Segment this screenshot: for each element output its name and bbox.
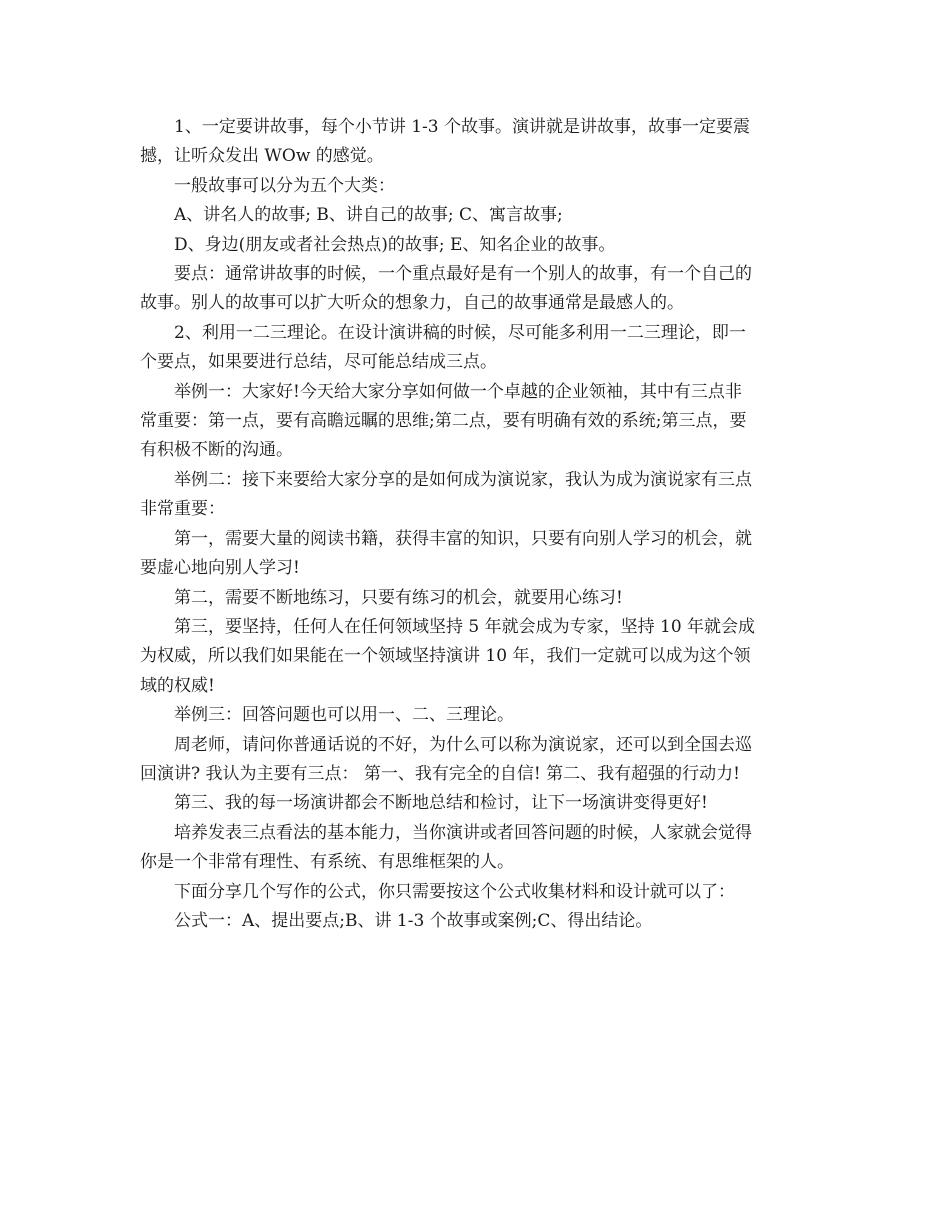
- text-line: 一般故事可以分为五个大类：: [174, 175, 395, 196]
- text-line: 第二，需要不断地练习，只要有练习的机会，就要用心练习!: [174, 587, 623, 608]
- text-line: 非常重要：: [140, 499, 225, 520]
- text-line: 第三、我的每一场演讲都会不断地总结和检讨，让下一场演讲变得更好!: [174, 793, 708, 814]
- text-line: 举例二：接下来要给大家分享的是如何成为演说家，我认为成为演说家有三点: [174, 469, 752, 490]
- text-line: 为权威，所以我们如果能在一个领域坚持演讲 10 年，我们一定就可以成为这个领: [140, 646, 751, 667]
- text-line: 举例一：大家好!今天给大家分享如何做一个卓越的企业领袖，其中有三点非: [174, 381, 742, 402]
- text-line: 下面分享几个写作的公式，你只需要按这个公式收集材料和设计就可以了：: [174, 881, 735, 902]
- text-line: A、讲名人的故事; B、讲自己的故事; C、寓言故事;: [174, 205, 563, 226]
- text-line: 1、一定要讲故事，每个小节讲 1-3 个故事。演讲就是讲故事，故事一定要震: [174, 117, 750, 137]
- text-line: 第一，需要大量的阅读书籍，获得丰富的知识，只要有向别人学习的机会，就: [174, 528, 752, 549]
- text-line: 有积极不断的沟通。: [140, 440, 293, 461]
- text-line: 要点：通常讲故事的时候，一个重点最好是有一个别人的故事，有一个自己的: [174, 264, 752, 285]
- text-line: 域的权威!: [140, 675, 215, 696]
- text-line: 举例三：回答问题也可以用一、二、三理论。: [174, 705, 514, 726]
- document-body: [140, 113, 812, 936]
- text-line: 故事。别人的故事可以扩大听众的想象力，自己的故事通常是最感人的。: [140, 293, 684, 314]
- text-line: 你是一个非常有理性、有系统、有思维框架的人。: [140, 852, 514, 873]
- text-line: 常重要：第一点，要有高瞻远瞩的思维;第二点，要有明确有效的系统;第三点，要: [140, 411, 747, 432]
- text-line: 撼，让听众发出 WOw 的感觉。: [140, 146, 384, 167]
- text-line: 周老师，请问你普通话说的不好，为什么可以称为演说家，还可以到全国去巡: [174, 734, 752, 755]
- text-line: 回演讲? 我认为主要有三点： 第一、我有完全的自信! 第二、我有超强的行动力!: [140, 763, 740, 784]
- text-line: 个要点，如果要进行总结，尽可能总结成三点。: [140, 352, 497, 373]
- text-line: 2、利用一二三理论。在设计演讲稿的时候，尽可能多利用一二三理论，即一: [174, 322, 746, 343]
- text-line: 要虚心地向别人学习!: [140, 558, 300, 579]
- text-line: 培养发表三点看法的基本能力，当你演讲或者回答问题的时候，人家就会觉得: [174, 822, 752, 843]
- text-line: 公式一：A、提出要点;B、讲 1-3 个故事或案例;C、得出结论。: [174, 910, 653, 931]
- text-line: D、身边(朋友或者社会热点)的故事; E、知名企业的故事。: [174, 234, 616, 255]
- text-line: 第三，要坚持，任何人在任何领域坚持 5 年就会成为专家，坚持 10 年就会成: [174, 616, 756, 637]
